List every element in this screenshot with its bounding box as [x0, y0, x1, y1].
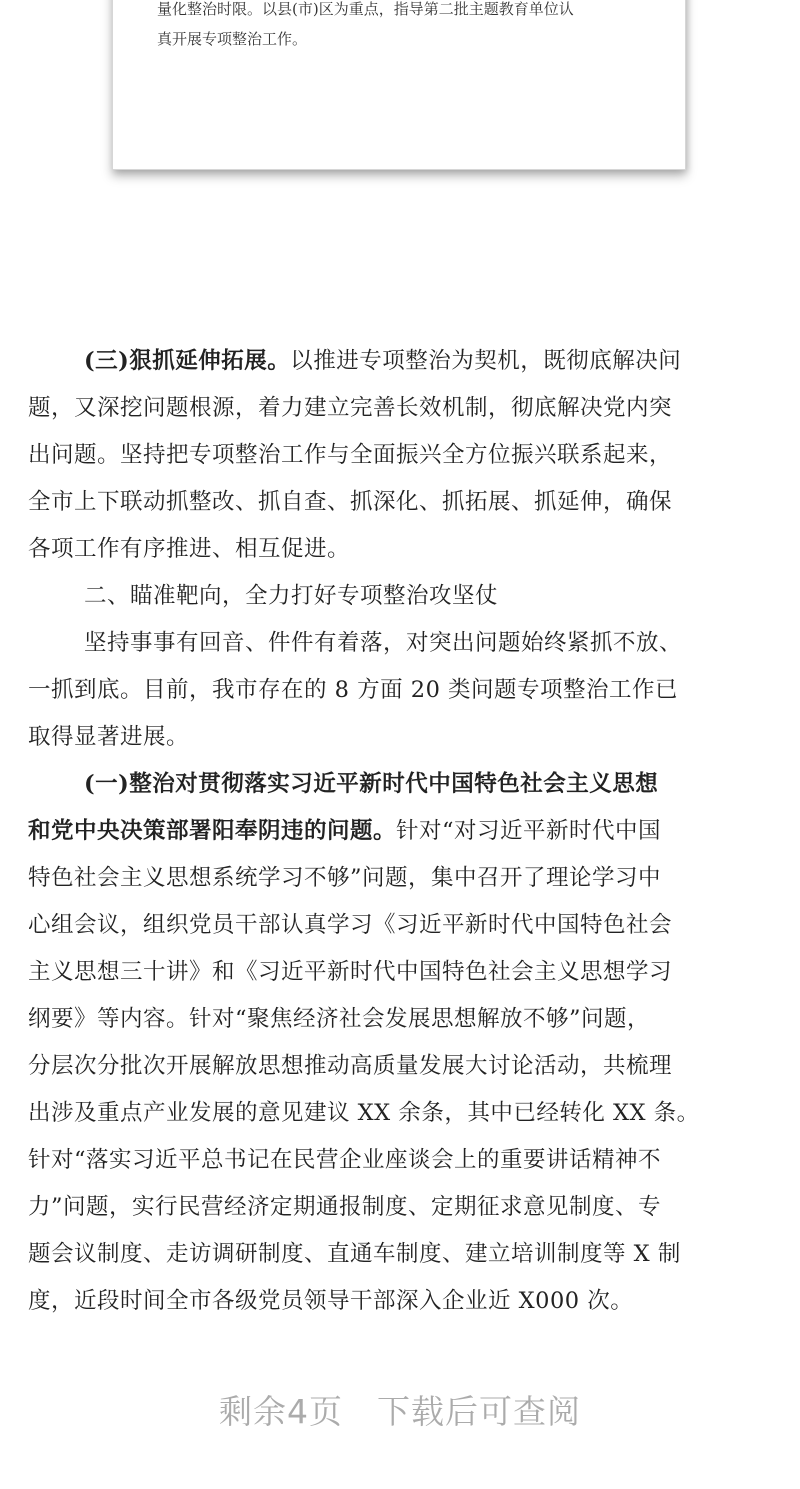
section-3-line-2: 题，又深挖问题根源，着力建立完善长效机制，彻底解决党内突 — [28, 395, 673, 421]
section-1-line-3: 特色社会主义思想系统学习不够”问题，集中召开了理论学习中 — [28, 865, 662, 891]
card-line-2: 量化整治时限。以县(市)区为重点，指导第二批主题教育单位认 — [157, 0, 574, 18]
document-body — [28, 338, 776, 1325]
section-1-line-5: 主义思想三十讲》和《习近平新时代中国特色社会主义思想学习 — [28, 959, 673, 985]
section-1-heading-end: 和党中央决策部署阳奉阴违的问题。 — [28, 818, 397, 844]
section-1-line-6: 纲要》等内容。针对“聚焦经济社会发展思想解放不够”问题， — [28, 1006, 651, 1032]
part-2-line-3: 取得显著进展。 — [28, 724, 190, 750]
document-preview-card — [112, 0, 686, 170]
section-3-line-3: 出问题。坚持把专项整治工作与全面振兴全方位振兴联系起来， — [28, 442, 673, 468]
section-1-line-9: 针对“落实习近平总书记在民营企业座谈会上的重要讲话精神不 — [28, 1147, 662, 1173]
card-line-3: 真开展专项整治工作。 — [157, 30, 308, 48]
section-3-line-5: 各项工作有序推进、相互促进。 — [28, 536, 351, 562]
section-3-line-1 — [28, 338, 776, 385]
section-1-line-2 — [28, 808, 776, 855]
part-2-line-1: 坚持事事有回音、件件有着落，对突出问题始终紧抓不放、 — [84, 630, 683, 656]
section-1-text: 针对“对习近平新时代中国 — [396, 818, 662, 844]
part-2-line-2: 一抓到底。目前，我市存在的 8 方面 20 类问题专项整治工作已 — [28, 677, 679, 703]
section-3-heading: (三)狠抓延伸拓展。 — [84, 348, 291, 374]
section-1-line-4: 心组会议，组织党员干部认真学习《习近平新时代中国特色社会 — [28, 912, 673, 938]
download-to-view-text: 下载后可查阅 — [377, 1392, 581, 1431]
section-1-heading-line-1: (一)整治对贯彻落实习近平新时代中国特色社会主义思想 — [84, 771, 659, 797]
section-1-line-7: 分层次分批次开展解放思想推动高质量发展大讨论活动，共梳理 — [28, 1053, 673, 1079]
part-2-title: 二、瞄准靶向，全力打好专项整治攻坚仗 — [84, 583, 499, 609]
section-3-text: 以推进专项整治为契机，既彻底解决问 — [290, 348, 682, 374]
remaining-pages-text: 剩余4页 — [219, 1392, 343, 1431]
remaining-pages-banner[interactable] — [0, 1384, 800, 1440]
section-3-line-4: 全市上下联动抓整改、抓自查、抓深化、抓拓展、抓延伸，确保 — [28, 489, 673, 515]
section-1-line-12: 度，近段时间全市各级党员领导干部深入企业近 X000 次。 — [28, 1288, 634, 1314]
section-1-line-10: 力”问题，实行民营经济定期通报制度、定期征求意见制度、专 — [28, 1194, 662, 1220]
section-1-line-11: 题会议制度、走访调研制度、直通车制度、建立培训制度等 X 制 — [28, 1241, 681, 1267]
section-1-line-8: 出涉及重点产业发展的意见建议 XX 余条，其中已经转化 XX 条。 — [28, 1100, 700, 1126]
